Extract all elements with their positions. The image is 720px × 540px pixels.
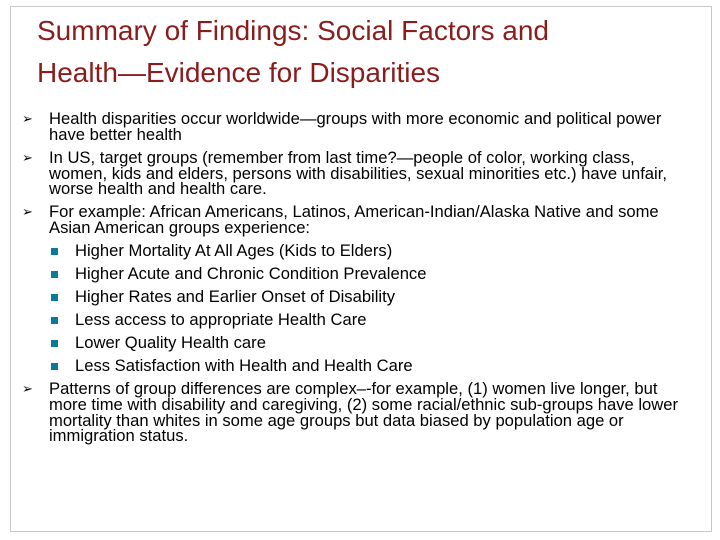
bullet-text: Patterns of group differences are complex–-for example, (1) women live longer, but more time with disability and caregiving, (2) some racial/ethnic sub-groups have lower mortality than whites in some age groups but data biased by population age or immigration status. <box>49 379 678 446</box>
sub-bullet-text: Higher Rates and Earlier Onset of Disability <box>75 287 396 307</box>
bullet-item <box>22 147 697 199</box>
square-bullet-icon <box>51 363 58 370</box>
bullet-text: In US, target groups (remember from last time?—people of color, working class, women, kids and elders, persons with disabilities, sexual minorities etc.) have unfair, worse health and health care. <box>49 147 667 199</box>
bullet-item <box>22 381 697 444</box>
bullet-text: For example: African Americans, Latinos, American-Indian/Alaska Native and some Asian American groups experience: <box>49 202 659 238</box>
square-bullet-icon <box>51 340 58 347</box>
sub-bullet-text: Less access to appropriate Health Care <box>75 310 367 330</box>
sub-bullet-list <box>49 243 697 374</box>
slide-title <box>37 10 677 94</box>
sub-bullet-item <box>49 289 697 305</box>
sub-bullet-item <box>49 358 697 374</box>
sub-bullet-text: Higher Mortality At All Ages (Kids to Elders) <box>75 241 393 261</box>
square-bullet-icon <box>51 271 58 278</box>
sub-bullet-text: Less Satisfaction with Health and Health Care <box>75 356 413 376</box>
bullet-text: Health disparities occur worldwide—groups with more economic and political power have better health <box>49 109 662 144</box>
title-line-1: Summary of Findings: Social Factors and <box>37 15 549 46</box>
sub-bullet-text: Lower Quality Health care <box>75 333 266 353</box>
arrow-bullet-icon: ➢ <box>22 204 33 220</box>
arrow-bullet-icon: ➢ <box>22 381 33 397</box>
sub-bullet-item <box>49 312 697 328</box>
arrow-bullet-icon: ➢ <box>22 149 33 165</box>
square-bullet-icon <box>51 294 58 301</box>
bullet-item <box>22 111 697 143</box>
square-bullet-icon <box>51 317 58 324</box>
arrow-bullet-icon: ➢ <box>22 111 33 126</box>
bullet-list <box>22 111 697 451</box>
sub-bullet-item <box>49 266 697 282</box>
title-line-2: Health—Evidence for Disparities <box>37 57 441 88</box>
sub-bullet-text: Higher Acute and Chronic Condition Prevalence <box>75 264 427 284</box>
square-bullet-icon <box>51 248 58 255</box>
sub-bullet-item <box>49 243 697 259</box>
bullet-item <box>22 204 697 374</box>
sub-bullet-item <box>49 335 697 351</box>
